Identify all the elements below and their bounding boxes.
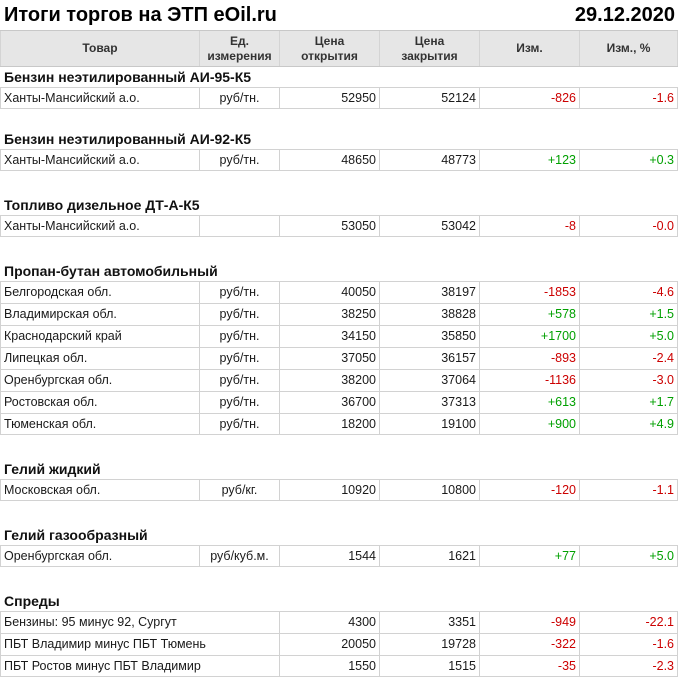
close-price: 1515: [380, 656, 480, 677]
close-price: 10800: [380, 480, 480, 500]
open-price: 37050: [280, 348, 380, 369]
open-price: 36700: [280, 392, 380, 413]
open-price: 18200: [280, 414, 380, 434]
open-price: 38250: [280, 304, 380, 325]
column-header-label: Изм., %: [606, 41, 651, 55]
unit: руб/куб.м.: [200, 546, 280, 566]
column-header-label: закрытия: [401, 48, 458, 63]
product-name: Ханты-Мансийский а.о.: [0, 150, 200, 170]
report-title: Итоги торгов на ЭТП eOil.ru: [4, 4, 277, 26]
change-percent: +1.5: [580, 304, 678, 325]
change-value: +900: [480, 414, 580, 434]
table-row: [0, 633, 678, 655]
change-percent: -1.6: [580, 88, 678, 108]
change-percent: +0.3: [580, 150, 678, 170]
open-price: 1550: [280, 656, 380, 677]
section-title: Бензин неэтилированный АИ-92-К5: [4, 131, 252, 147]
change-value: +578: [480, 304, 580, 325]
change-percent: +5.0: [580, 326, 678, 347]
close-price: 19100: [380, 414, 480, 434]
change-value: -35: [480, 656, 580, 677]
column-header-change-percent: [580, 31, 678, 66]
change-value: -8: [480, 216, 580, 236]
column-header-label: измерения: [207, 48, 272, 63]
table-header: [0, 30, 678, 67]
open-price: 53050: [280, 216, 380, 236]
product-name: Ханты-Мансийский а.о.: [0, 216, 200, 236]
change-value: -1853: [480, 282, 580, 303]
close-price: 53042: [380, 216, 480, 236]
table-row: [0, 545, 678, 567]
table-row: [0, 391, 678, 413]
section-title: Гелий газообразный: [4, 527, 148, 543]
open-price: 1544: [280, 546, 380, 566]
spacer: [0, 501, 678, 525]
table-row: [0, 655, 678, 677]
change-value: -1136: [480, 370, 580, 391]
product-name: Московская обл.: [0, 480, 200, 500]
open-price: 20050: [280, 634, 380, 655]
spacer: [0, 567, 678, 591]
product-name: Ханты-Мансийский а.о.: [0, 88, 200, 108]
product-name: Владимирская обл.: [0, 304, 200, 325]
change-percent: -3.0: [580, 370, 678, 391]
change-value: -120: [480, 480, 580, 500]
unit: руб/тн.: [200, 326, 280, 347]
table-row: [0, 281, 678, 303]
product-name: Липецкая обл.: [0, 348, 200, 369]
table-row: [0, 611, 678, 633]
close-price: 19728: [380, 634, 480, 655]
column-header-label: Цена: [314, 33, 345, 48]
change-percent: -22.1: [580, 612, 678, 633]
spacer: [0, 109, 678, 129]
product-name: Оренбургская обл.: [0, 370, 200, 391]
change-percent: -4.6: [580, 282, 678, 303]
section-title: Спреды: [4, 593, 60, 609]
table-row: [0, 413, 678, 435]
column-header-label: Изм.: [516, 41, 543, 55]
open-price: 48650: [280, 150, 380, 170]
unit: руб/тн.: [200, 392, 280, 413]
section-title: Пропан-бутан автомобильный: [4, 263, 218, 279]
close-price: 37313: [380, 392, 480, 413]
section-title: Гелий жидкий: [4, 461, 101, 477]
spacer: [0, 171, 678, 195]
change-percent: -2.4: [580, 348, 678, 369]
unit: руб/тн.: [200, 88, 280, 108]
product-name: ПБТ Владимир минус ПБТ Тюмень: [0, 634, 280, 655]
unit: руб/тн.: [200, 414, 280, 434]
change-percent: -1.1: [580, 480, 678, 500]
open-price: 4300: [280, 612, 380, 633]
trading-results-table: [0, 30, 678, 677]
column-header-label: открытия: [301, 48, 358, 63]
column-header-label: Ед.: [230, 33, 249, 48]
table-row: [0, 479, 678, 501]
change-value: +613: [480, 392, 580, 413]
product-name: Ростовская обл.: [0, 392, 200, 413]
spacer: [0, 435, 678, 459]
open-price: 34150: [280, 326, 380, 347]
product-name: ПБТ Ростов минус ПБТ Владимир: [0, 656, 280, 677]
unit: [200, 216, 280, 236]
unit: руб/тн.: [200, 348, 280, 369]
column-header-change: [480, 31, 580, 66]
change-value: +77: [480, 546, 580, 566]
unit: руб/тн.: [200, 150, 280, 170]
unit: руб/тн.: [200, 304, 280, 325]
change-value: +123: [480, 150, 580, 170]
table-row: [0, 149, 678, 171]
product-name: Тюменская обл.: [0, 414, 200, 434]
open-price: 10920: [280, 480, 380, 500]
product-name: Оренбургская обл.: [0, 546, 200, 566]
spacer: [0, 237, 678, 261]
change-value: +1700: [480, 326, 580, 347]
close-price: 1621: [380, 546, 480, 566]
table-row: [0, 325, 678, 347]
section-title: Топливо дизельное ДТ-А-К5: [4, 197, 200, 213]
column-header-open-price: [280, 31, 380, 66]
table-row: [0, 215, 678, 237]
report-date: 29.12.2020: [574, 4, 675, 26]
close-price: 52124: [380, 88, 480, 108]
open-price: 52950: [280, 88, 380, 108]
table-row: [0, 347, 678, 369]
change-value: -826: [480, 88, 580, 108]
close-price: 48773: [380, 150, 480, 170]
close-price: 38828: [380, 304, 480, 325]
close-price: 3351: [380, 612, 480, 633]
section-title: Бензин неэтилированный АИ-95-К5: [4, 69, 252, 85]
column-header-product: [0, 31, 200, 66]
change-percent: -0.0: [580, 216, 678, 236]
change-value: -949: [480, 612, 580, 633]
unit: руб/тн.: [200, 370, 280, 391]
table-row: [0, 303, 678, 325]
change-percent: +5.0: [580, 546, 678, 566]
product-name: Краснодарский край: [0, 326, 200, 347]
change-value: -322: [480, 634, 580, 655]
close-price: 36157: [380, 348, 480, 369]
unit: руб/кг.: [200, 480, 280, 500]
product-name: Бензины: 95 минус 92, Сургут: [0, 612, 280, 633]
close-price: 35850: [380, 326, 480, 347]
column-header-label: Товар: [82, 41, 118, 55]
change-percent: -2.3: [580, 656, 678, 677]
column-header-label: Цена: [414, 33, 445, 48]
change-percent: +1.7: [580, 392, 678, 413]
table-row: [0, 369, 678, 391]
close-price: 38197: [380, 282, 480, 303]
change-percent: -1.6: [580, 634, 678, 655]
open-price: 38200: [280, 370, 380, 391]
change-value: -893: [480, 348, 580, 369]
column-header-unit: [200, 31, 280, 66]
title-bar: [0, 0, 680, 30]
change-percent: +4.9: [580, 414, 678, 434]
close-price: 37064: [380, 370, 480, 391]
product-name: Белгородская обл.: [0, 282, 200, 303]
unit: руб/тн.: [200, 282, 280, 303]
table-row: [0, 87, 678, 109]
open-price: 40050: [280, 282, 380, 303]
column-header-close-price: [380, 31, 480, 66]
